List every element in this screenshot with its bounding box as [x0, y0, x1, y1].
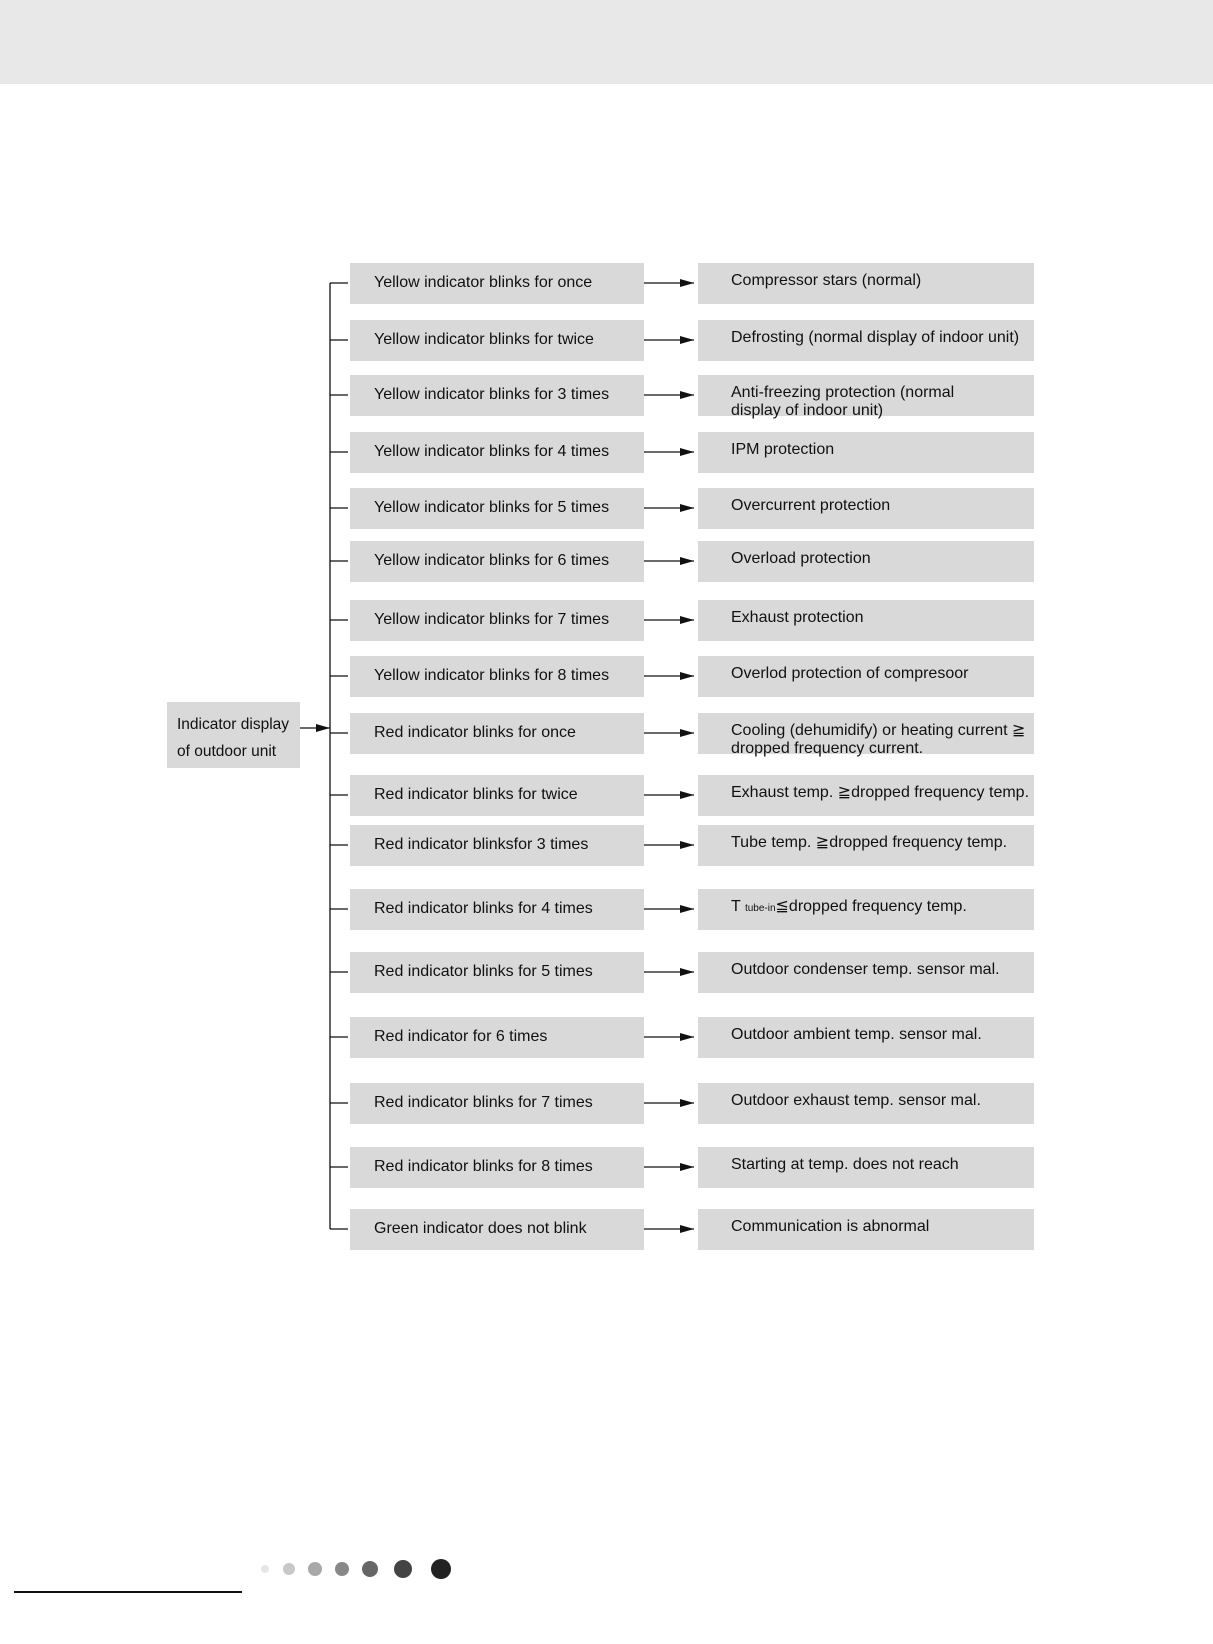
indicator-box: Red indicator blinks for twice — [350, 775, 644, 816]
result-box: Exhaust temp. ≧dropped frequency temp. — [698, 775, 1034, 816]
indicator-box: Red indicator blinksfor 3 times — [350, 825, 644, 866]
indicator-box: Yellow indicator blinks for 8 times — [350, 656, 644, 697]
indicator-box: Red indicator for 6 times — [350, 1017, 644, 1058]
result-box: Outdoor exhaust temp. sensor mal. — [698, 1083, 1034, 1124]
result-box: Anti-freezing protection (normal display of indoor unit) — [698, 375, 1034, 416]
result-box: Cooling (dehumidify) or heating current ≧ dropped frequency current. — [698, 713, 1034, 754]
result-box — [698, 889, 1034, 930]
indicator-box: Green indicator does not blink — [350, 1209, 644, 1250]
page-dot — [362, 1561, 378, 1577]
result-prefix: T — [731, 898, 745, 915]
result-box: Tube temp. ≧dropped frequency temp. — [698, 825, 1034, 866]
indicator-box: Red indicator blinks for 7 times — [350, 1083, 644, 1124]
indicator-box: Yellow indicator blinks for 7 times — [350, 600, 644, 641]
page-dot — [261, 1565, 269, 1573]
result-box: Overcurrent protection — [698, 488, 1034, 529]
page-dot — [335, 1562, 349, 1576]
root-node-indicator-display: Indicator display of outdoor unit — [167, 702, 300, 768]
result-box: Exhaust protection — [698, 600, 1034, 641]
indicator-box: Yellow indicator blinks for 4 times — [350, 432, 644, 473]
result-box: Outdoor ambient temp. sensor mal. — [698, 1017, 1034, 1058]
page-dot — [308, 1562, 322, 1576]
indicator-box: Yellow indicator blinks for twice — [350, 320, 644, 361]
result-box: Communication is abnormal — [698, 1209, 1034, 1250]
indicator-box: Yellow indicator blinks for 6 times — [350, 541, 644, 582]
result-box: Overload protection — [698, 541, 1034, 582]
page-dot — [431, 1559, 451, 1579]
indicator-box: Yellow indicator blinks for 5 times — [350, 488, 644, 529]
result-box: Outdoor condenser temp. sensor mal. — [698, 952, 1034, 993]
indicator-box: Red indicator blinks for 5 times — [350, 952, 644, 993]
indicator-box: Yellow indicator blinks for 3 times — [350, 375, 644, 416]
indicator-box: Red indicator blinks for 4 times — [350, 889, 644, 930]
result-suffix: ≦dropped frequency temp. — [775, 898, 967, 915]
indicator-box: Red indicator blinks for once — [350, 713, 644, 754]
footer-rule — [14, 1591, 242, 1593]
page-dot — [394, 1560, 412, 1578]
result-subscript: tube-in — [744, 903, 776, 914]
result-box: Compressor stars (normal) — [698, 263, 1034, 304]
result-box: Starting at temp. does not reach — [698, 1147, 1034, 1188]
result-box: Overlod protection of compresoor — [698, 656, 1034, 697]
indicator-box: Red indicator blinks for 8 times — [350, 1147, 644, 1188]
indicator-box: Yellow indicator blinks for once — [350, 263, 644, 304]
page-dot — [283, 1563, 295, 1575]
result-box: IPM protection — [698, 432, 1034, 473]
result-box: Defrosting (normal display of indoor unit) — [698, 320, 1034, 361]
